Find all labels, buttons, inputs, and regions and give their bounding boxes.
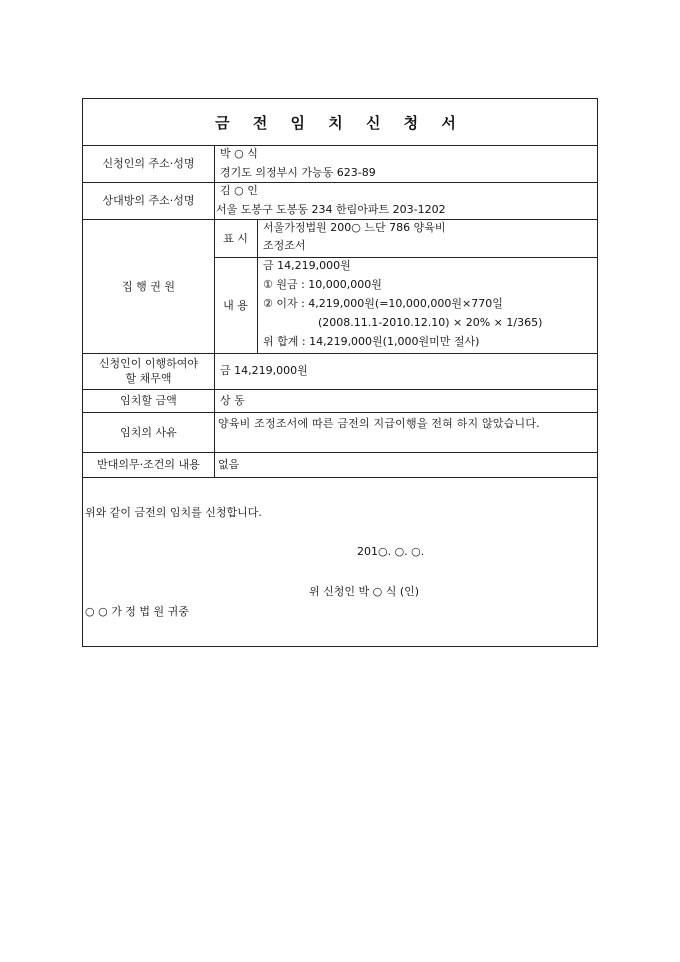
row-divider <box>214 257 597 258</box>
deposit-reason-value: 양육비 조정조서에 따른 금전의 지급이행을 전혀 하지 않았습니다. <box>218 417 540 430</box>
content-line: (2008.11.1-2010.12.10) × 20% × 1/365) <box>318 316 543 329</box>
counter-obligation-label: 반대의무·조건의 내용 <box>97 458 200 471</box>
respondent-name: 김 ○ 인 <box>220 184 258 197</box>
row-divider <box>83 477 597 478</box>
deposit-amount-label: 임치할 금액 <box>120 394 177 407</box>
application-statement: 위와 같이 금전의 임치를 신청합니다. <box>85 506 262 519</box>
display-line-1: 서울가정법원 200○ 느단 786 양육비 <box>263 221 446 234</box>
form-title: 금 전 임 치 신 청 서 <box>215 113 465 132</box>
deposit-reason-label: 임치의 사유 <box>120 425 177 439</box>
obligation-label <box>83 353 214 389</box>
column-divider <box>257 219 258 353</box>
obligation-label-line-1: 신청인이 이행하여야 <box>98 357 199 370</box>
content-line: 위 합계 : 14,219,000원(1,000원미만 절사) <box>263 335 480 348</box>
obligation-label-line-2: 할 채무액 <box>125 372 172 385</box>
deposit-application-form <box>82 98 598 647</box>
applicant-name: 박 ○ 식 <box>220 147 258 160</box>
deposit-amount-value: 상 동 <box>220 394 245 407</box>
court-addressee: ○ ○ 가 정 법 원 귀중 <box>85 605 189 618</box>
obligation-value: 금 14,219,000원 <box>220 364 308 377</box>
counter-obligation-value: 없음 <box>218 458 240 471</box>
applicant-address: 경기도 의정부시 가능동 623-89 <box>220 166 376 179</box>
display-label: 표 시 <box>223 231 248 245</box>
content-line: 금 14,219,000원 <box>263 259 351 272</box>
display-line-2: 조정조서 <box>263 239 306 252</box>
respondent-address: 서울 도봉구 도봉동 234 한림아파트 203-1202 <box>216 203 446 216</box>
content-line: ① 원금 : 10,000,000원 <box>263 278 382 291</box>
respondent-label: 상대방의 주소·성명 <box>102 194 195 207</box>
content-label: 내 용 <box>223 298 248 312</box>
title-of-execution-label: 집 행 권 원 <box>122 279 175 293</box>
content-line: ② 이자 : 4,219,000원(=10,000,000원×770일 <box>263 297 503 310</box>
application-date: 201○. ○. ○. <box>357 545 425 558</box>
applicant-signature: 위 신청인 박 ○ 식 (인) <box>309 585 420 598</box>
applicant-label: 신청인의 주소·성명 <box>102 157 195 170</box>
